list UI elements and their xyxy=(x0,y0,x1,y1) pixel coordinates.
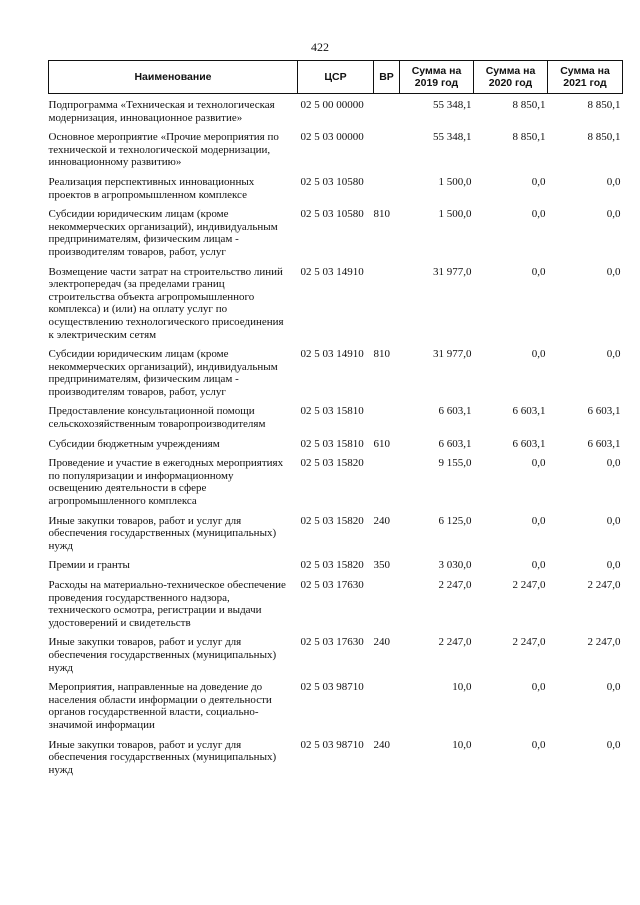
row-csr: 02 5 00 00000 xyxy=(300,99,364,111)
row-sum-2019: 6 125,0 xyxy=(438,514,472,527)
row-csr: 02 5 03 14910 xyxy=(300,348,364,361)
row-sum-2021: 6 603,1 xyxy=(587,437,621,450)
page-number: 422 xyxy=(311,40,329,54)
row-sum-2020: 2 247,0 xyxy=(512,636,546,649)
row-name: Субсидии юридическим лицам (кроме некоммерческих организаций), индивидуальным предпринимателям, физическим лицам - производителям товаров, работ, услуг xyxy=(48,348,278,398)
row-sum-2020: 0,0 xyxy=(531,738,546,751)
row-name: Проведение и участие в ежегодных мероприятиях по популяризации и информационному освещению деятельности в сфере агропромышленного комплекса xyxy=(48,457,284,508)
row-name: Субсидии юридическим лицам (кроме некоммерческих организаций), индивидуальным предпринимателям, физическим лицам - производителям товаров, работ, услуг xyxy=(48,208,278,258)
row-sum-2019: 55 348,1 xyxy=(433,99,472,111)
row-csr: 02 5 03 98710 xyxy=(300,681,364,694)
row-sum-2019: 10,0 xyxy=(452,738,472,751)
row-csr: 02 5 03 10580 xyxy=(300,208,364,221)
row-name: Иные закупки товаров, работ и услуг для обеспечения государственных (муниципальных) нужд xyxy=(48,738,277,776)
row-vr: 240 xyxy=(373,636,390,649)
row-sum-2019: 6 603,1 xyxy=(438,437,472,450)
row-sum-2021: 0,0 xyxy=(606,208,621,221)
row-sum-2021: 8 850,1 xyxy=(587,131,621,144)
row-sum-2019: 31 977,0 xyxy=(433,265,472,278)
table-row xyxy=(49,457,623,514)
table-body xyxy=(49,94,623,784)
row-csr: 02 5 03 15820 xyxy=(300,559,364,572)
header-2021: Сумма на 2021 год xyxy=(548,61,623,94)
row-csr: 02 5 03 14910 xyxy=(300,265,364,278)
row-csr: 02 5 03 17630 xyxy=(300,636,364,649)
row-name: Мероприятия, направленные на доведение до населения области информации о деятельности органов государственной власти, социально-значимой информации xyxy=(48,681,272,731)
row-sum-2020: 0,0 xyxy=(531,175,546,188)
table-row xyxy=(49,681,623,738)
row-sum-2021: 0,0 xyxy=(606,457,621,470)
table-row xyxy=(49,208,623,265)
row-name: Предоставление консультационной помощи сельскохозяйственным товаропроизводителям xyxy=(48,405,266,431)
row-sum-2021: 2 247,0 xyxy=(587,579,621,591)
row-csr: 02 5 03 00000 xyxy=(300,131,364,144)
row-sum-2021: 0,0 xyxy=(606,514,621,527)
table-row xyxy=(49,94,623,132)
table-header xyxy=(49,61,623,94)
row-csr: 02 5 03 15820 xyxy=(300,514,364,527)
row-sum-2021: 0,0 xyxy=(606,175,621,188)
header-csr: ЦСР xyxy=(298,61,374,94)
row-sum-2021: 0,0 xyxy=(606,681,621,694)
row-sum-2021: 0,0 xyxy=(606,738,621,751)
row-csr: 02 5 03 15810 xyxy=(300,437,364,450)
row-sum-2019: 2 247,0 xyxy=(438,636,472,649)
row-vr xyxy=(374,681,400,738)
row-vr xyxy=(374,131,400,176)
row-vr: 350 xyxy=(373,559,390,572)
row-sum-2019: 31 977,0 xyxy=(433,348,472,361)
row-sum-2019: 2 247,0 xyxy=(438,579,472,591)
row-sum-2020: 6 603,1 xyxy=(512,405,546,418)
row-vr xyxy=(374,405,400,437)
row-sum-2021: 6 603,1 xyxy=(587,405,621,418)
row-sum-2019: 6 603,1 xyxy=(438,405,472,418)
row-name: Субсидии бюджетным учреждениям xyxy=(48,437,220,450)
budget-table xyxy=(48,60,623,783)
row-name: Премии и гранты xyxy=(48,559,130,572)
row-name: Подпрограмма «Техническая и технологическая модернизация, инновационное развитие» xyxy=(48,99,275,124)
row-vr: 810 xyxy=(373,208,390,221)
row-sum-2020: 6 603,1 xyxy=(512,437,546,450)
row-csr: 02 5 03 10580 xyxy=(300,175,364,188)
header-name: Наименование xyxy=(49,61,298,94)
row-sum-2020: 0,0 xyxy=(531,208,546,221)
row-csr: 02 5 03 15820 xyxy=(300,457,364,470)
row-name: Возмещение части затрат на строительство линий электропередач (за пределами границ строительства объекта агропромышленного комплекса) и (или) на оплату услуг по осуществлению технологического присоединения к электрическим сетям xyxy=(48,265,284,341)
row-name: Иные закупки товаров, работ и услуг для обеспечения государственных (муниципальных) нужд xyxy=(48,514,277,552)
table-row xyxy=(49,559,623,579)
row-vr: 610 xyxy=(373,437,390,450)
row-name: Основное мероприятие «Прочие мероприятия по технической и технологической модернизации, инновационному развитию» xyxy=(48,131,279,169)
row-sum-2020: 0,0 xyxy=(531,514,546,527)
row-vr: 240 xyxy=(373,514,390,527)
row-csr: 02 5 03 15810 xyxy=(300,405,364,418)
row-csr: 02 5 03 98710 xyxy=(300,738,364,751)
row-sum-2020: 0,0 xyxy=(531,457,546,470)
header-2020: Сумма на 2020 год xyxy=(474,61,548,94)
row-sum-2019: 10,0 xyxy=(452,681,472,694)
row-sum-2020: 0,0 xyxy=(531,348,546,361)
row-sum-2021: 0,0 xyxy=(606,265,621,278)
row-sum-2020: 2 247,0 xyxy=(512,579,546,591)
table-row xyxy=(49,636,623,681)
row-sum-2021: 2 247,0 xyxy=(587,636,621,649)
row-sum-2020: 8 850,1 xyxy=(512,99,546,111)
row-vr xyxy=(374,94,400,132)
row-name: Реализация перспективных инновационных проектов в агропромышленном комплексе xyxy=(48,175,255,201)
table-row xyxy=(49,579,623,636)
row-vr: 810 xyxy=(373,348,390,361)
header-vr: ВР xyxy=(374,61,400,94)
row-vr xyxy=(374,457,400,514)
table-row xyxy=(49,438,623,458)
table-row xyxy=(49,515,623,560)
row-sum-2020: 0,0 xyxy=(531,559,546,572)
row-vr xyxy=(374,176,400,208)
table-row xyxy=(49,266,623,349)
row-sum-2020: 0,0 xyxy=(531,265,546,278)
row-vr xyxy=(374,266,400,349)
row-sum-2021: 0,0 xyxy=(606,348,621,361)
row-vr xyxy=(374,579,400,636)
table-row xyxy=(49,405,623,437)
row-name: Расходы на материально-техническое обеспечение проведения государственного надзора, технического осмотра, регистрации и выдачи удостоверений и свидетельств xyxy=(48,579,286,629)
header-2019: Сумма на 2019 год xyxy=(400,61,474,94)
row-sum-2020: 0,0 xyxy=(531,681,546,694)
row-csr: 02 5 03 17630 xyxy=(300,579,364,591)
row-sum-2019: 9 155,0 xyxy=(438,457,472,470)
row-sum-2021: 0,0 xyxy=(606,559,621,572)
table-row xyxy=(49,348,623,405)
row-sum-2019: 1 500,0 xyxy=(438,208,472,221)
row-sum-2020: 8 850,1 xyxy=(512,131,546,144)
row-sum-2019: 1 500,0 xyxy=(438,175,472,188)
table-row xyxy=(49,739,623,784)
table-row xyxy=(49,176,623,208)
table-row xyxy=(49,131,623,176)
row-sum-2019: 55 348,1 xyxy=(433,131,472,144)
row-vr: 240 xyxy=(373,738,390,751)
row-sum-2021: 8 850,1 xyxy=(587,99,621,111)
row-name: Иные закупки товаров, работ и услуг для обеспечения государственных (муниципальных) нужд xyxy=(48,636,277,674)
row-sum-2019: 3 030,0 xyxy=(438,559,472,572)
